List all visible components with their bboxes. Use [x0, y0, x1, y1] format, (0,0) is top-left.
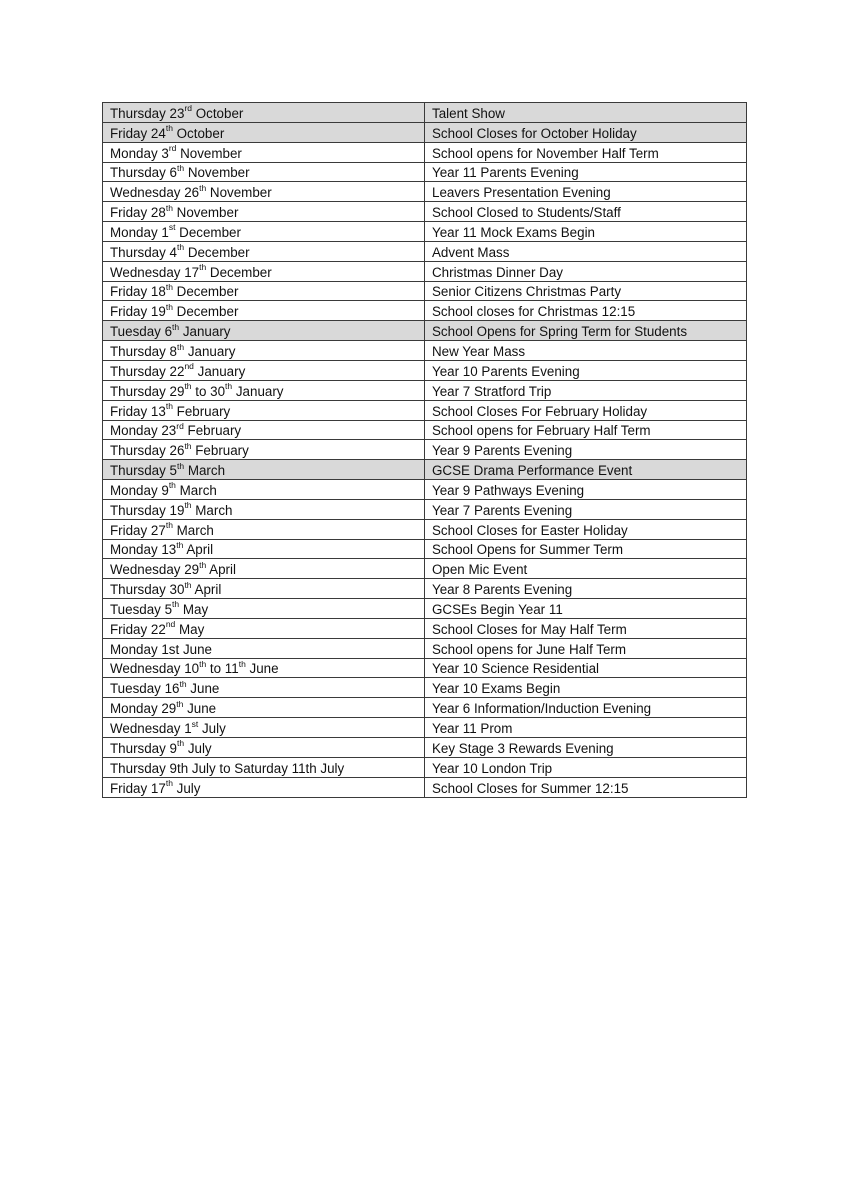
- date-cell: [103, 261, 425, 281]
- date-text: December: [172, 284, 239, 300]
- table-row: [103, 698, 747, 718]
- date-ordinal-suffix: th: [177, 162, 185, 173]
- table-row: [103, 222, 747, 242]
- date-cell: [103, 738, 425, 758]
- table-row: [103, 182, 747, 202]
- date-text: December: [206, 264, 272, 280]
- date-text: July: [184, 740, 212, 756]
- date-ordinal-suffix: st: [168, 222, 176, 233]
- date-text: Thursday 9th July to Saturday 11th July: [110, 760, 345, 776]
- date-ordinal-suffix: rd: [176, 420, 184, 431]
- date-text: Wednesday 10: [110, 661, 200, 677]
- event-cell: New Year Mass: [425, 341, 747, 361]
- date-ordinal-suffix: th: [184, 440, 192, 451]
- date-cell: [103, 321, 425, 341]
- date-cell: [103, 281, 425, 301]
- date-ordinal-suffix: th: [165, 123, 173, 134]
- date-ordinal-suffix: st: [191, 718, 199, 729]
- date-text: Thursday 30: [110, 582, 185, 598]
- event-cell: Open Mic Event: [425, 559, 747, 579]
- event-cell: School closes for Christmas 12:15: [425, 301, 747, 321]
- date-text: Tuesday 6: [110, 324, 173, 340]
- date-ordinal-suffix: th: [199, 659, 207, 669]
- date-text: April: [183, 542, 214, 558]
- date-text: Monday 3: [110, 145, 169, 161]
- table-row: [103, 341, 747, 361]
- date-text: November: [172, 205, 239, 221]
- date-cell: [103, 480, 425, 500]
- event-cell: Talent Show: [425, 103, 747, 123]
- event-cell: School Closes for May Half Term: [425, 618, 747, 638]
- date-text: March: [184, 463, 226, 479]
- event-cell: School opens for June Half Term: [425, 638, 747, 658]
- date-cell: [103, 162, 425, 182]
- event-cell: School Closed to Students/Staff: [425, 202, 747, 222]
- table-row: [103, 420, 747, 440]
- table-row: [103, 142, 747, 162]
- date-cell: [103, 142, 425, 162]
- event-cell: Senior Citizens Christmas Party: [425, 281, 747, 301]
- table-row: [103, 738, 747, 758]
- date-text: Thursday 22: [110, 363, 185, 379]
- date-cell: [103, 638, 425, 658]
- date-cell: [103, 360, 425, 380]
- table-row: [103, 281, 747, 301]
- date-ordinal-suffix: th: [176, 539, 184, 550]
- event-cell: School Closes for Easter Holiday: [425, 519, 747, 539]
- date-ordinal-suffix: th: [168, 480, 176, 491]
- event-cell: School Closes For February Holiday: [425, 400, 747, 420]
- date-ordinal-suffix: th: [177, 242, 185, 253]
- table-row: [103, 360, 747, 380]
- event-cell: School Closes for Summer 12:15: [425, 777, 747, 797]
- event-cell: Year 7 Parents Evening: [425, 499, 747, 519]
- table-row: [103, 261, 747, 281]
- table-row: [103, 480, 747, 500]
- date-text: May: [179, 601, 209, 617]
- table-row: [103, 757, 747, 777]
- table-row: [103, 678, 747, 698]
- date-text: March: [191, 502, 233, 518]
- date-ordinal-suffix: th: [225, 381, 233, 392]
- date-text: Wednesday 26: [110, 185, 200, 201]
- date-ordinal-suffix: th: [199, 182, 207, 193]
- date-text: Tuesday 16: [110, 681, 180, 697]
- date-ordinal-suffix: nd: [184, 361, 194, 372]
- table-row: [103, 777, 747, 797]
- table-row: [103, 460, 747, 480]
- date-text: July: [198, 721, 226, 736]
- date-text: June: [245, 661, 279, 677]
- date-cell: [103, 380, 425, 400]
- table-row: [103, 579, 747, 599]
- table-row: [103, 241, 747, 261]
- table-row: [103, 122, 747, 142]
- date-cell: [103, 777, 425, 797]
- date-text: April: [206, 562, 236, 578]
- date-cell: [103, 618, 425, 638]
- date-text: Friday 28: [110, 205, 166, 221]
- date-text: November: [184, 165, 250, 181]
- date-ordinal-suffix: nd: [165, 619, 176, 630]
- date-ordinal-suffix: th: [165, 202, 173, 213]
- date-cell: [103, 222, 425, 242]
- date-text: January: [179, 324, 231, 340]
- event-cell: Year 10 London Trip: [425, 757, 747, 777]
- date-text: to 11: [206, 661, 239, 677]
- date-text: April: [191, 582, 222, 598]
- date-cell: [103, 202, 425, 222]
- event-cell: School Opens for Summer Term: [425, 539, 747, 559]
- date-text: Thursday 6: [110, 165, 177, 181]
- date-text: October: [172, 125, 225, 141]
- date-ordinal-suffix: th: [177, 341, 185, 352]
- date-cell: [103, 241, 425, 261]
- date-cell: [103, 460, 425, 480]
- date-text: Friday 17: [110, 780, 166, 796]
- date-text: February: [183, 423, 242, 439]
- event-cell: School opens for November Half Term: [425, 142, 747, 162]
- date-text: Wednesday 17: [110, 264, 200, 280]
- event-cell: Year 6 Information/Induction Evening: [425, 698, 747, 718]
- date-text: March: [172, 522, 214, 538]
- date-cell: [103, 579, 425, 599]
- date-cell: [103, 420, 425, 440]
- date-ordinal-suffix: rd: [184, 103, 192, 114]
- date-ordinal-suffix: th: [199, 559, 207, 570]
- date-text: Thursday 19: [110, 502, 185, 518]
- date-text: Monday 1st June: [110, 641, 212, 657]
- table-row: [103, 718, 747, 738]
- date-cell: [103, 757, 425, 777]
- date-cell: [103, 599, 425, 619]
- date-text: Wednesday 1: [110, 721, 192, 736]
- date-cell: [103, 122, 425, 142]
- date-text: Monday 1: [110, 224, 169, 240]
- date-cell: [103, 341, 425, 361]
- date-text: Thursday 26: [110, 443, 185, 459]
- date-ordinal-suffix: th: [199, 262, 207, 273]
- date-ordinal-suffix: th: [184, 381, 192, 392]
- date-text: February: [172, 403, 231, 419]
- event-cell: GCSE Drama Performance Event: [425, 460, 747, 480]
- date-text: Friday 13: [110, 403, 166, 419]
- calendar-body: [103, 103, 747, 798]
- date-ordinal-suffix: th: [184, 579, 192, 590]
- date-text: Friday 19: [110, 304, 166, 320]
- date-cell: [103, 718, 425, 738]
- date-ordinal-suffix: th: [165, 281, 173, 292]
- date-ordinal-suffix: th: [176, 698, 184, 709]
- event-cell: Year 11 Parents Evening: [425, 162, 747, 182]
- date-text: January: [232, 383, 284, 399]
- date-text: November: [206, 185, 272, 201]
- date-cell: [103, 301, 425, 321]
- date-text: Thursday 23: [110, 105, 185, 121]
- date-cell: [103, 539, 425, 559]
- date-ordinal-suffix: th: [179, 678, 187, 689]
- date-text: Monday 9: [110, 482, 169, 498]
- event-cell: Year 9 Parents Evening: [425, 440, 747, 460]
- date-text: December: [175, 224, 241, 240]
- table-row: [103, 638, 747, 658]
- date-ordinal-suffix: th: [165, 778, 173, 789]
- event-cell: Year 8 Parents Evening: [425, 579, 747, 599]
- date-ordinal-suffix: th: [238, 659, 246, 669]
- date-ordinal-suffix: th: [165, 520, 173, 531]
- date-cell: [103, 519, 425, 539]
- date-ordinal-suffix: th: [165, 401, 173, 412]
- event-cell: Year 7 Stratford Trip: [425, 380, 747, 400]
- date-text: Thursday 5: [110, 463, 177, 479]
- date-text: May: [175, 621, 205, 637]
- table-row: [103, 599, 747, 619]
- table-row: [103, 658, 747, 678]
- date-text: Monday 29: [110, 701, 177, 717]
- event-cell: GCSEs Begin Year 11: [425, 599, 747, 619]
- date-ordinal-suffix: th: [177, 738, 185, 749]
- table-row: [103, 202, 747, 222]
- date-text: October: [192, 105, 244, 121]
- date-cell: [103, 678, 425, 698]
- table-row: [103, 400, 747, 420]
- date-cell: [103, 698, 425, 718]
- date-text: January: [193, 363, 246, 379]
- event-cell: Year 11 Prom: [425, 718, 747, 738]
- date-text: Thursday 8: [110, 343, 177, 359]
- table-row: [103, 301, 747, 321]
- date-text: Thursday 9: [110, 740, 177, 756]
- table-row: [103, 559, 747, 579]
- date-ordinal-suffix: th: [172, 599, 180, 610]
- date-text: Friday 18: [110, 284, 166, 300]
- date-text: to 30: [191, 383, 226, 399]
- event-cell: School Closes for October Holiday: [425, 122, 747, 142]
- event-cell: Key Stage 3 Rewards Evening: [425, 738, 747, 758]
- event-cell: Year 10 Exams Begin: [425, 678, 747, 698]
- event-cell: School Opens for Spring Term for Students: [425, 321, 747, 341]
- date-text: July: [172, 780, 201, 796]
- date-text: June: [186, 681, 220, 697]
- table-row: [103, 519, 747, 539]
- date-cell: [103, 658, 425, 678]
- date-cell: [103, 499, 425, 519]
- date-text: Friday 24: [110, 125, 166, 141]
- event-cell: School opens for February Half Term: [425, 420, 747, 440]
- table-row: [103, 103, 747, 123]
- event-cell: Leavers Presentation Evening: [425, 182, 747, 202]
- date-cell: [103, 559, 425, 579]
- date-text: Thursday 4: [110, 244, 177, 260]
- calendar-table: [102, 102, 747, 798]
- event-cell: Christmas Dinner Day: [425, 261, 747, 281]
- date-text: Wednesday 29: [110, 562, 200, 578]
- date-text: Monday 23: [110, 423, 177, 439]
- date-text: Monday 13: [110, 542, 177, 558]
- date-text: November: [176, 145, 242, 161]
- table-row: [103, 162, 747, 182]
- event-cell: Year 10 Parents Evening: [425, 360, 747, 380]
- event-cell: Year 10 Science Residential: [425, 658, 747, 678]
- table-row: [103, 380, 747, 400]
- date-ordinal-suffix: th: [165, 301, 173, 312]
- date-cell: [103, 182, 425, 202]
- date-cell: [103, 103, 425, 123]
- date-ordinal-suffix: th: [184, 500, 192, 511]
- date-cell: [103, 440, 425, 460]
- date-text: June: [183, 701, 217, 717]
- event-cell: Advent Mass: [425, 241, 747, 261]
- event-cell: Year 9 Pathways Evening: [425, 480, 747, 500]
- date-text: Thursday 29: [110, 383, 185, 399]
- date-ordinal-suffix: rd: [168, 143, 177, 154]
- date-text: December: [172, 304, 239, 320]
- table-row: [103, 618, 747, 638]
- table-row: [103, 539, 747, 559]
- date-text: January: [184, 343, 236, 359]
- date-text: March: [175, 482, 217, 498]
- date-ordinal-suffix: th: [172, 321, 180, 332]
- date-text: February: [191, 443, 249, 459]
- date-text: Friday 27: [110, 522, 166, 538]
- date-text: Friday 22: [110, 621, 166, 637]
- table-row: [103, 321, 747, 341]
- event-cell: Year 11 Mock Exams Begin: [425, 222, 747, 242]
- date-text: December: [184, 244, 250, 260]
- date-text: Tuesday 5: [110, 601, 173, 617]
- table-row: [103, 499, 747, 519]
- table-row: [103, 440, 747, 460]
- date-cell: [103, 400, 425, 420]
- date-ordinal-suffix: th: [177, 460, 185, 471]
